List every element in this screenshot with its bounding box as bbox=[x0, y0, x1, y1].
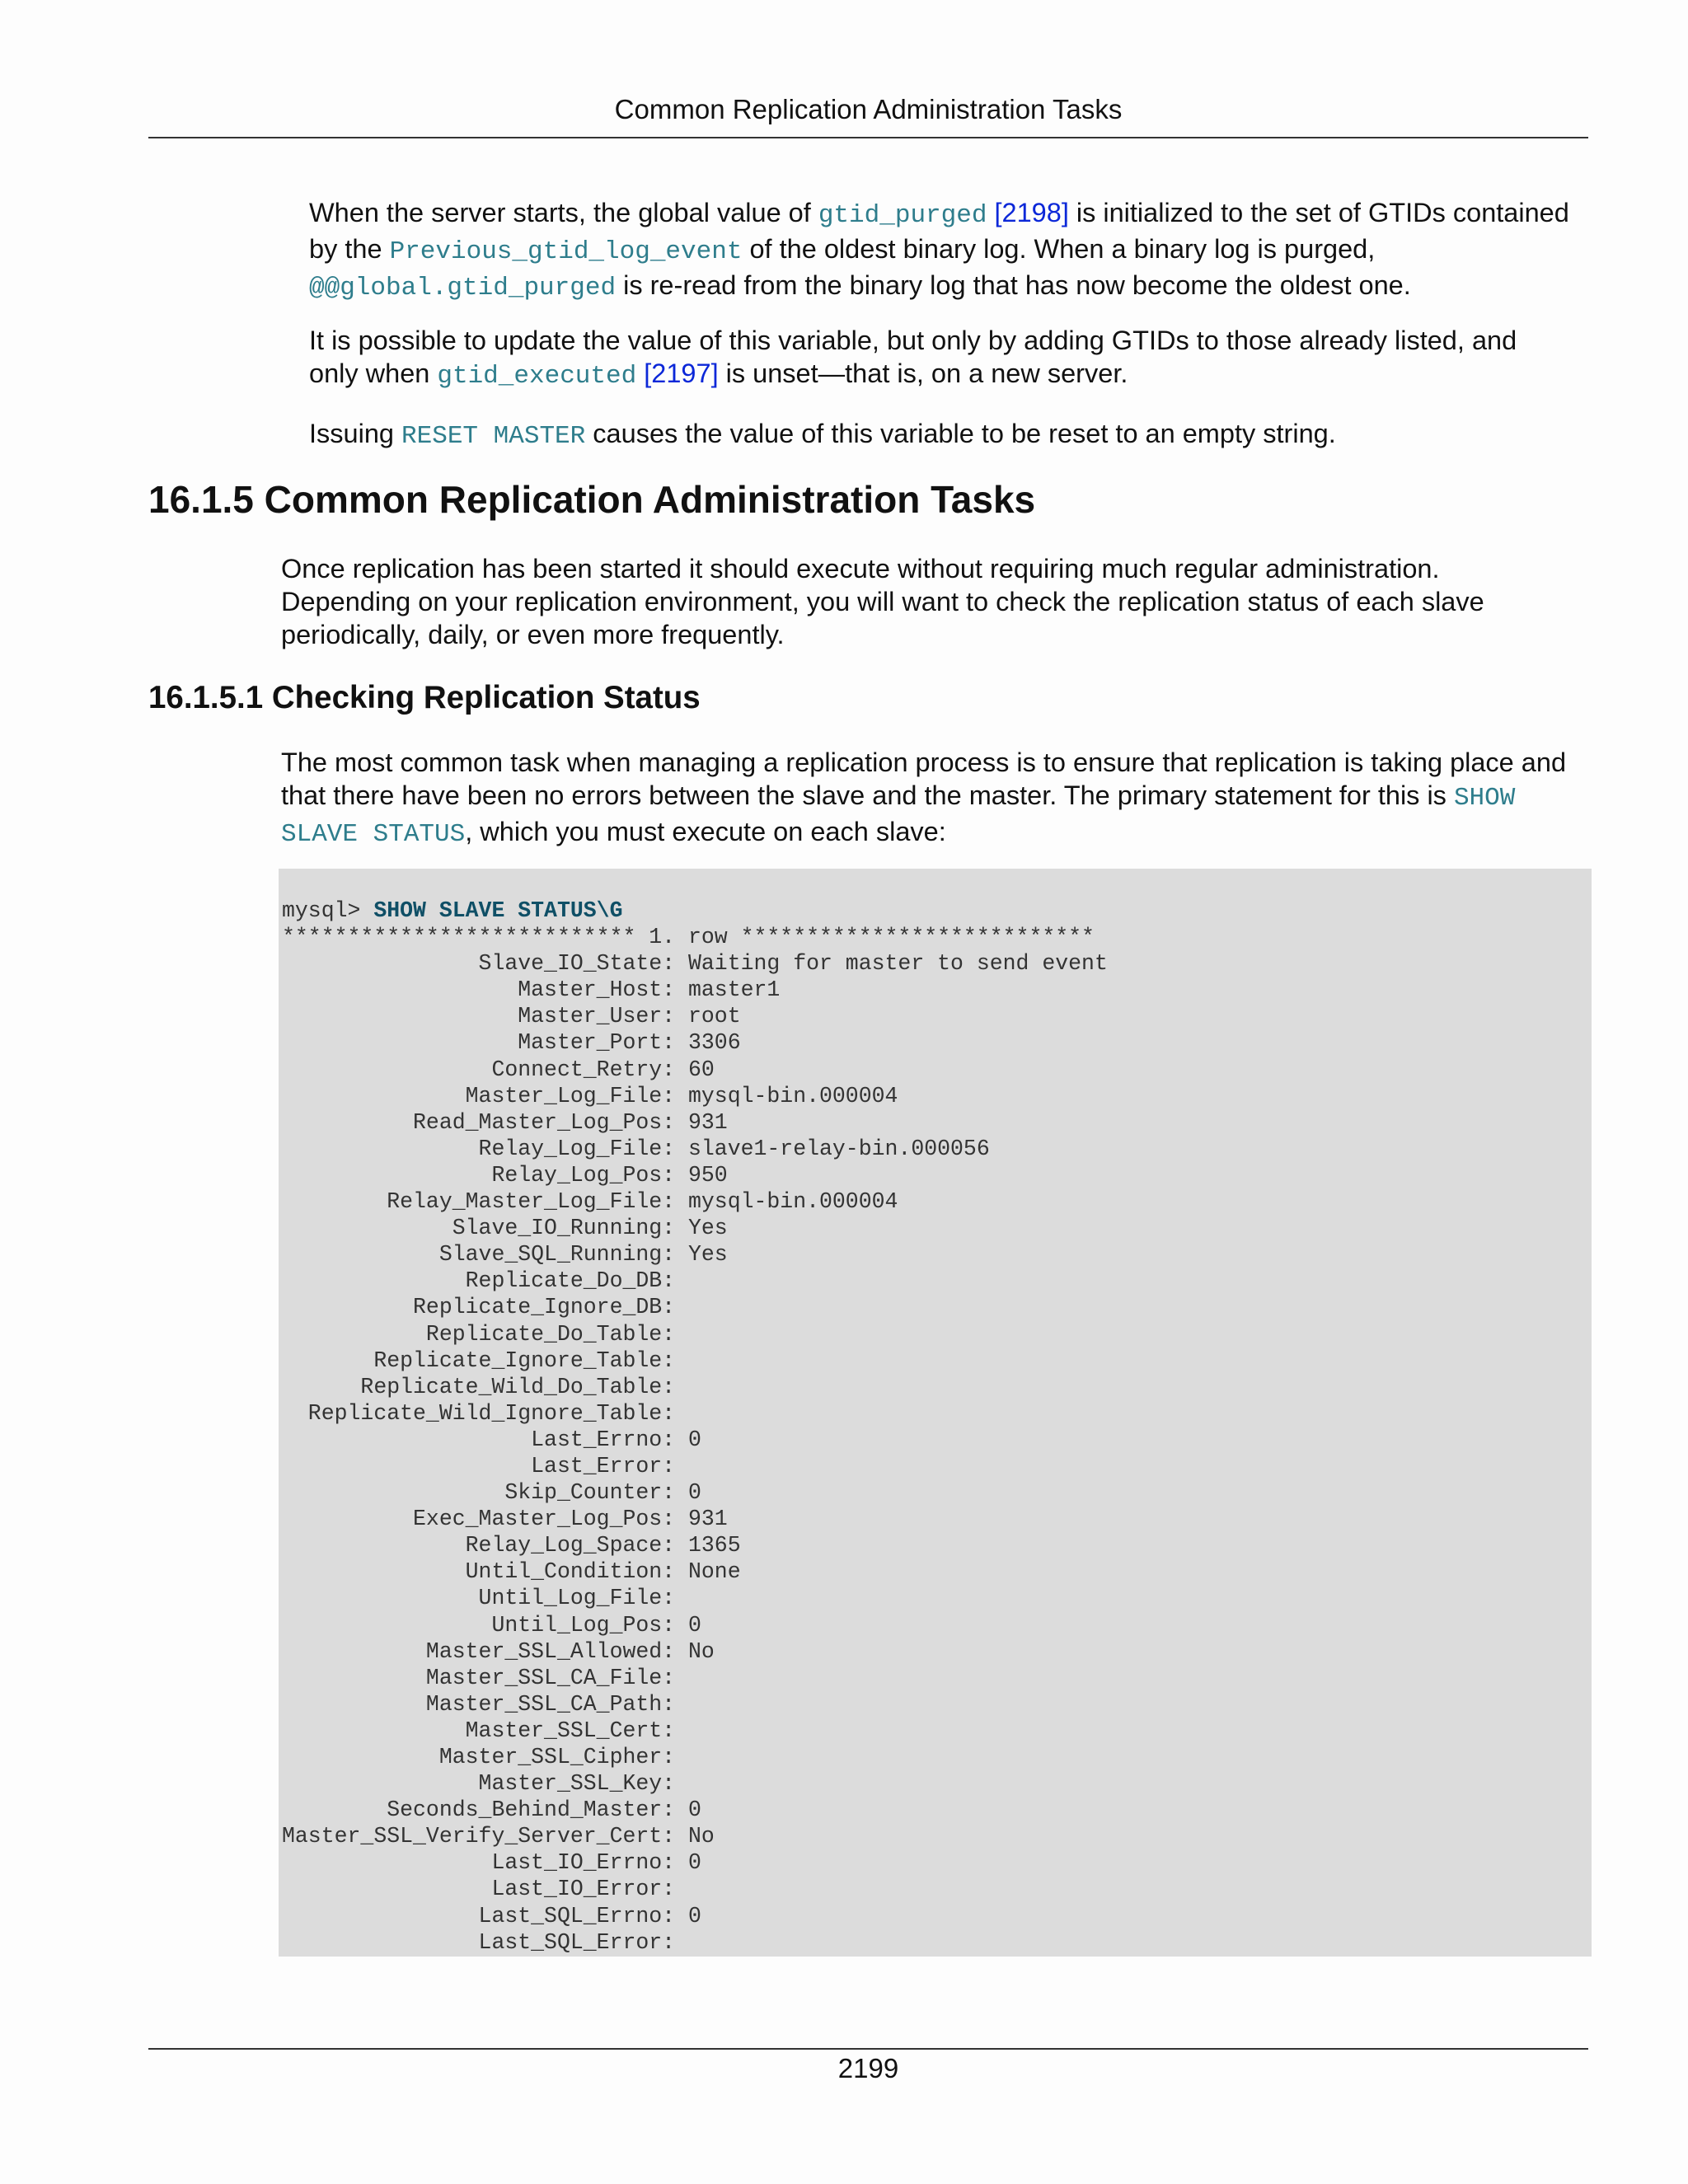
code-prompt: mysql> bbox=[282, 898, 374, 923]
paragraph-gtid-update bbox=[309, 324, 1570, 393]
code-gtid-executed[interactable]: gtid_executed bbox=[437, 362, 637, 391]
text-run: When the server starts, the global value of bbox=[309, 198, 818, 227]
running-header: Common Replication Administration Tasks bbox=[614, 94, 1123, 124]
code-gtid-purged[interactable]: gtid_purged bbox=[818, 201, 987, 230]
code-example-block bbox=[279, 869, 1592, 1957]
text-run: It is possible to update the value of this variable, but only by adding GTIDs to those already listed, and only when bbox=[309, 326, 1517, 388]
code-output: *************************** 1. row *************************** Slave_IO_State: Waiting for master to send event Master_Host: master1 Master_User: root Master_Port: 3306 Connect_Retry: 60 Master_Log_File: mysql-bin.000004 Read_Master_Log_Pos: 931 Relay_Log_File: slave1-relay-bin.000056 Relay_Log_Pos: 950 Relay_Master_Log_File: mysql-bin.000004 Slave_IO_Running: Yes Slave_SQL_Running: Yes Replicate_Do_DB: Replicate_Ignore_DB: Replicate_Do_Table: Replicate_Ignore_Table: Replicate_Wild_Do_Table: Replicate_Wild_Ignore_Table: Last_Errno: 0 Last_Error: Skip_Counter: 0 Exec_Master_Log_Pos: 931 Relay_Log_Space: 1365 Until_Condition: None Until_Log_File: Until_Log_Pos: 0 Master_SSL_Allowed: No Master_SSL_CA_File: Master_SSL_CA_Path: Master_SSL_Cert: Master_SSL_Cipher: Master_SSL_Key: Seconds_Behind_Master: 0 Master_SSL_Verify_Server_Cert: No Last_IO_Errno: 0 Last_IO_Error: Last_SQL_Errno: 0 Last_SQL_Error: bbox=[282, 925, 1108, 1955]
text-run: , which you must execute on each slave: bbox=[465, 817, 946, 846]
paragraph-show-slave-status bbox=[281, 746, 1575, 851]
text-run: is unset—that is, on a new server. bbox=[718, 359, 1128, 388]
text-run: of the oldest binary log. When a binary log is purged, bbox=[742, 234, 1376, 264]
text-run: causes the value of this variable to be reset to an empty string. bbox=[585, 419, 1336, 448]
xref-2197[interactable]: [2197] bbox=[644, 359, 719, 388]
code-reset-master[interactable]: RESET MASTER bbox=[401, 422, 586, 451]
code-command: SHOW SLAVE STATUS\G bbox=[373, 898, 623, 923]
code-show-slave-status[interactable]: SHOW SLAVE STATUS bbox=[281, 784, 1516, 849]
page-number: 2199 bbox=[837, 2053, 899, 2083]
footer-rule bbox=[148, 2048, 1588, 2050]
code-listing bbox=[282, 898, 1108, 1956]
text-run: is re-read from the binary log that has now become the oldest one. bbox=[616, 270, 1411, 300]
text-run: The most common task when managing a replication process is to ensure that replication is taking place and that there have been no errors between the slave and the master. The primary statement for this is bbox=[281, 748, 1567, 810]
code-global-gtid-purged[interactable]: @@global.gtid_purged bbox=[309, 274, 617, 302]
paragraph-reset-master bbox=[309, 417, 1570, 453]
code-previous-gtid-log-event[interactable]: Previous_gtid_log_event bbox=[389, 237, 743, 266]
section-heading: 16.1.5 Common Replication Administration Tasks bbox=[148, 478, 1036, 521]
paragraph-admin-intro: Once replication has been started it should execute without requiring much regular administration. Depending on your replication environment, you will want to check the replication status of each slave periodically, daily, or even more frequently. bbox=[281, 554, 1484, 649]
subsection-heading: 16.1.5.1 Checking Replication Status bbox=[148, 680, 701, 715]
text-run: is initialized to the set of GTIDs contained by the bbox=[309, 198, 1569, 264]
paragraph-gtid-purged-init bbox=[309, 196, 1570, 305]
text-run: Issuing bbox=[309, 419, 402, 448]
header-rule bbox=[148, 137, 1588, 138]
xref-2198[interactable]: [2198] bbox=[994, 198, 1069, 227]
